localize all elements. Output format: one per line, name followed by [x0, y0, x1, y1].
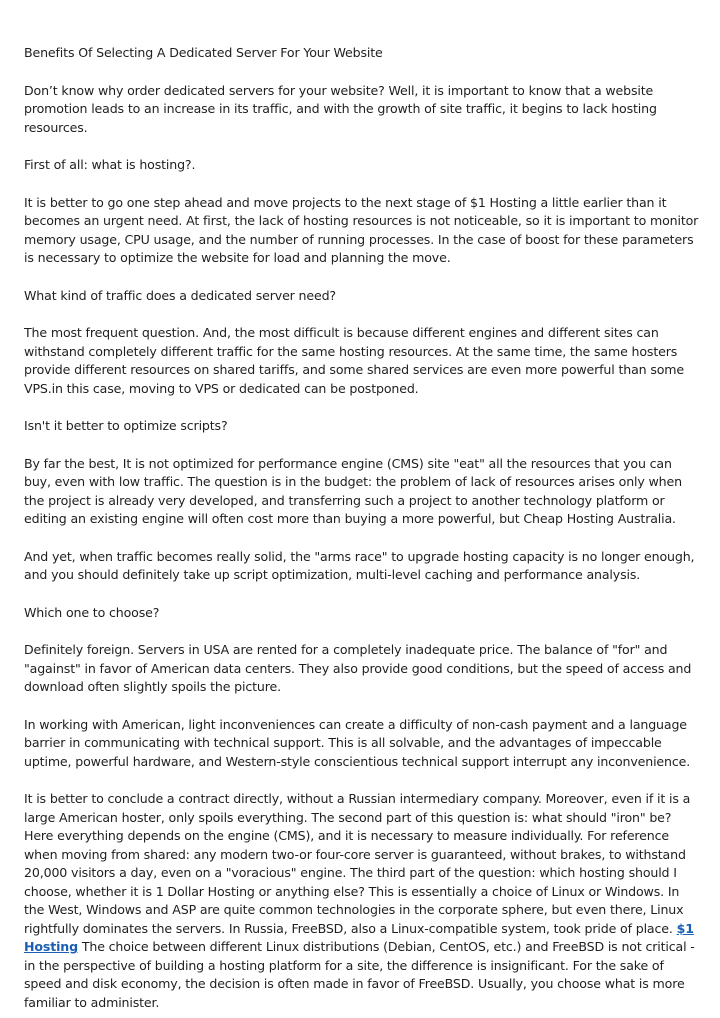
paragraph-text-after-link: The choice between different Linux distributions (Debian, CentOS, etc.) and FreeBSD is not critical - in the perspective of building a hosting platform for a site, the difference is insignificant. For the sake of speed and disk economy, the decision is often made in favor of FreeBSD. Usually, you choose what is more familiar to administer.	[24, 939, 695, 1010]
paragraph-conclude-contract	[24, 790, 700, 1012]
paragraph-frequent-question: The most frequent question. And, the most difficult is because different engines and different sites can withstand completely different traffic for the same hosting resources. At the same time, the same hosters provide different resources on shared tariffs, and some shared services are even more powerful than some VPS.in this case, moving to VPS or dedicated can be postponed.	[24, 325, 685, 396]
paragraph-text-before-link: It is better to conclude a contract directly, without a Russian intermediary company. Moreover, even if it is a large American hoster, only spoils everything. The second part of this question is: what should "iron" be? Here everything depends on the engine (CMS), and it is necessary to measure individually. For reference when moving from shared: any modern two-or four-core server is guaranteed, without brakes, to withstand 20,000 visitors a day, even on a "voracious" engine. The third part of the question: which hosting should I choose, whether it is 1 Dollar Hosting or anything else? This is essentially a choice of Linux or Windows. In the West, Windows and ASP are quite common technologies in the corporate sphere, but even there, Linux rightfully dominates the servers. In Russia, FreeBSD, also a Linux-compatible system, took pride of place.	[24, 791, 691, 936]
paragraph-arms-race: And yet, when traffic becomes really solid, the "arms race" to upgrade hosting capacity is no longer enough, and you should definitely take up script optimization, multi-level caching and performance analysis.	[24, 548, 695, 582]
paragraph-cms-resources: By far the best, It is not optimized for performance engine (CMS) site "eat" all the resources that you can buy, even with low traffic. The question is in the budget: the problem of lack of resources arises only when the project is already very developed, and transferring such a project to another technology platform or editing an existing engine will often cost more than buying a more powerful, but Cheap Hosting Australia.	[24, 455, 682, 526]
paragraph-move-projects: It is better to go one step ahead and move projects to the next stage of $1 Hosting a little earlier than it becomes an urgent need. At first, the lack of hosting resources is not noticeable, so it is important to monitor memory usage, CPU usage, and the number of running processes. In the case of boost for these parameters is necessary to optimize the website for load and planning the move.	[24, 194, 699, 265]
paragraph-intro: Don’t know why order dedicated servers for your website? Well, it is important to know that a website promotion leads to an increase in its traffic, and with the growth of site traffic, it begins to lack hosting resources.	[24, 82, 657, 135]
document-title: Benefits Of Selecting A Dedicated Server For Your Website	[24, 45, 383, 60]
paragraph-inconveniences: In working with American, light inconveniences can create a difficulty of non-cash payment and a language barrier in communicating with technical support. This is all solvable, and the advantages of impeccable uptime, powerful hardware, and Western-style conscientious technical support interrupt any inconvenience.	[24, 716, 691, 769]
hosting-link[interactable]: $1 Hosting	[24, 920, 694, 954]
paragraph-foreign-servers: Definitely foreign. Servers in USA are rented for a completely inadequate price. The balance of "for" and "against" in favor of American data centers. They also provide good conditions, but the speed of access and download often slightly spoils the picture.	[24, 642, 692, 694]
heading-traffic: What kind of traffic does a dedicated server need?	[24, 287, 336, 303]
heading-what-is-hosting: First of all: what is hosting?.	[24, 157, 196, 172]
heading-optimize-scripts: Isn't it better to optimize scripts?	[24, 418, 228, 433]
heading-which-one: Which one to choose?	[24, 604, 160, 620]
